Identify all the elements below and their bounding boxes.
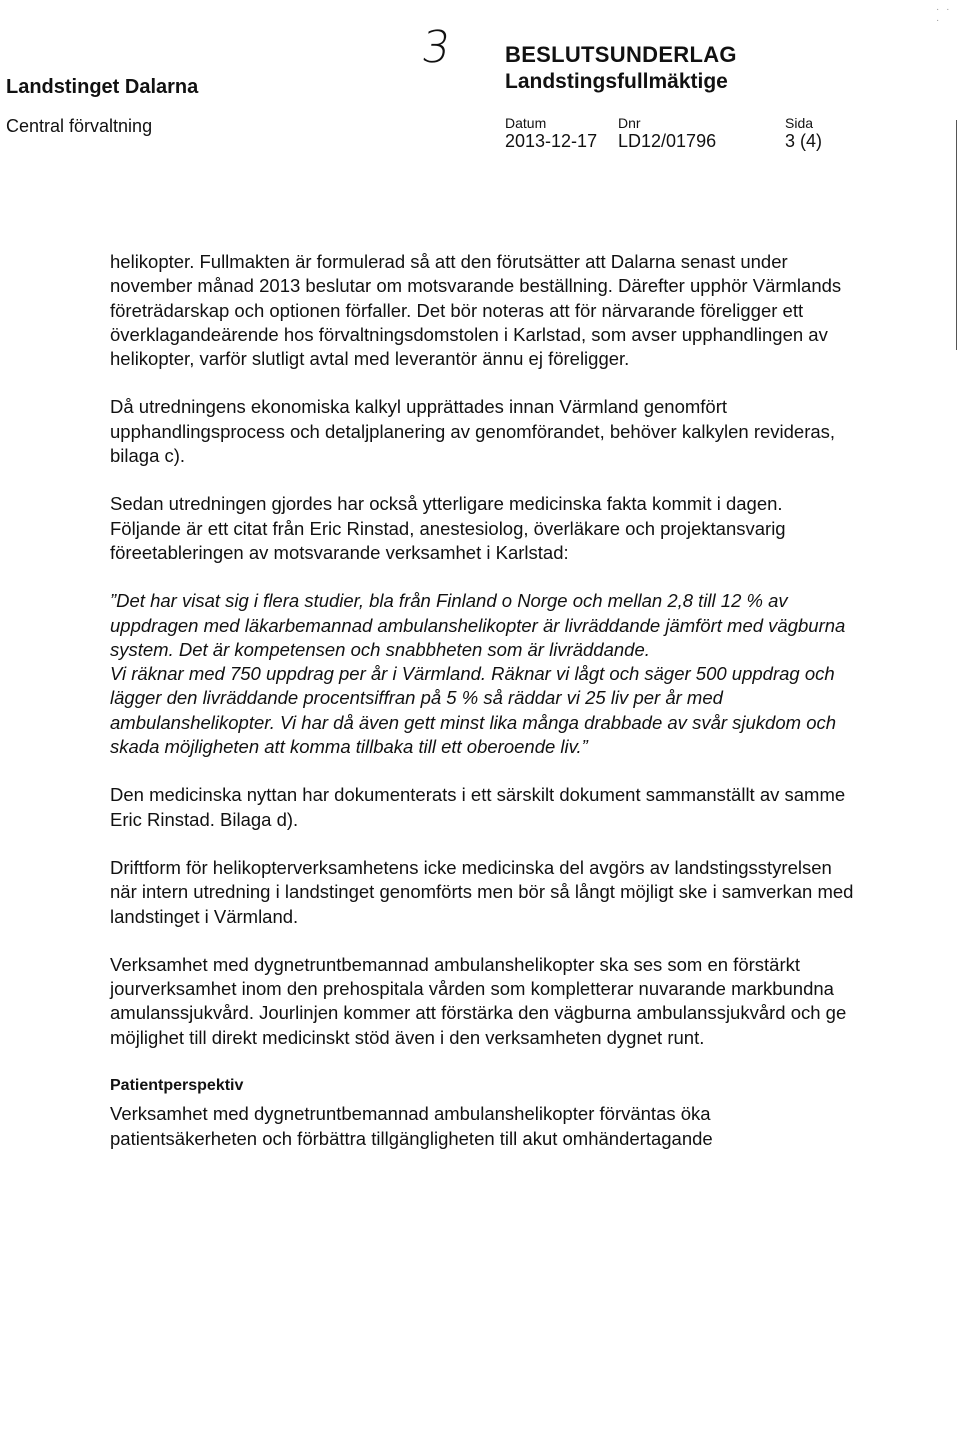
page-label: Sida <box>785 115 814 131</box>
document-type: BESLUTSUNDERLAG <box>505 42 737 67</box>
dnr-label: Dnr <box>618 115 641 131</box>
quote-text: Vi räknar med 750 uppdrag per år i Värmland. Räknar vi lågt och säger 500 uppdrag och lägger den livräddande procentsiffran på 5 % så räddar vi 25 liv per år med ambulanshelikopter. Vi har då även gett minst lika många drabbade av svår sjukdom och skada möjligheten att komma tillbaka till ett oberoende liv.” <box>110 663 837 758</box>
page-value: 3 (4) <box>785 131 823 151</box>
paragraph: Den medicinska nyttan har dokumenterats i ett särskilt dokument sammanställt av samme Eric Rinstad. Bilaga d). <box>110 784 846 830</box>
paragraph: Driftform för helikopterverksamhetens icke medicinska del avgörs av landstingsstyrelsen när intern utredning i landstinget genomförts men bör så långt möjligt ske i samverkan med landstinget i Värmland. <box>110 856 854 927</box>
quotation <box>110 589 855 759</box>
organization-name: Landstinget Dalarna <box>6 76 199 98</box>
paragraph: Verksamhet med dygnetruntbemannad ambulanshelikopter förväntas öka patientsäkerheten och förbättra tillgängligheten till akut omhändertagande <box>110 1103 713 1149</box>
date-label: Datum <box>505 115 547 131</box>
organization-unit: Central förvaltning <box>6 116 153 136</box>
dnr-value: LD12/01796 <box>618 131 717 151</box>
date-value: 2013-12-17 <box>505 131 598 151</box>
paragraph: Sedan utredningen gjordes har också ytterligare medicinska fakta kommit i dagen. Följande är ett citat från Eric Rinstad, anestesiolog, överläkare och projektansvarig föreetableringen av motsvarande verksamhet i Karlstad: <box>110 493 786 563</box>
quote-text: ”Det har visat sig i flera studier, bla från Finland o Norge och mellan 2,8 till 12 % av uppdragen med läkarbemannad ambulanshelikopter är livräddande jämfört med vägburna system. Det är kompetensen och snabbheten som är livräddande. <box>110 590 846 660</box>
paragraph: helikopter. Fullmakten är formulerad så att den förutsätter att Dalarna senast under november månad 2013 beslutar om motsvarande beställning. Därefter upphör Värmlands företrädarskap och optionen förfaller. Det bör noteras att för närvarande föreligger ett överklagandeärende hos förvaltningsdomstolen i Karlstad, som avser upphandlingen av helikopter, varför slutligt avtal med leverantör ännu ej föreligger. <box>110 251 842 370</box>
section-heading: Patientperspektiv <box>110 1077 244 1095</box>
document-body <box>110 250 855 1175</box>
recipient-body: Landstingsfullmäktige <box>505 70 728 93</box>
scan-edge-line <box>956 120 957 350</box>
paragraph: Då utredningens ekonomiska kalkyl upprättades innan Värmland genomfört upphandlingsprocess och detaljplanering av genomförandet, behöver kalkylen revideras, bilaga c). <box>110 396 836 467</box>
paragraph: Verksamhet med dygnetruntbemannad ambulanshelikopter ska ses som en förstärkt jourverksamhet inom den prehospitala vården som kompletterar nuvarande markbundna amulanssjukvård. Jourlinjen kommer att förstärka den vägburna ambulanssjukvård och ge möjlighet till direkt medicinskt stöd även i den verksamheten dygnet runt. <box>110 953 847 1048</box>
scan-artifact: · · · <box>936 4 952 26</box>
handwritten-page-number: 3 <box>418 22 454 73</box>
